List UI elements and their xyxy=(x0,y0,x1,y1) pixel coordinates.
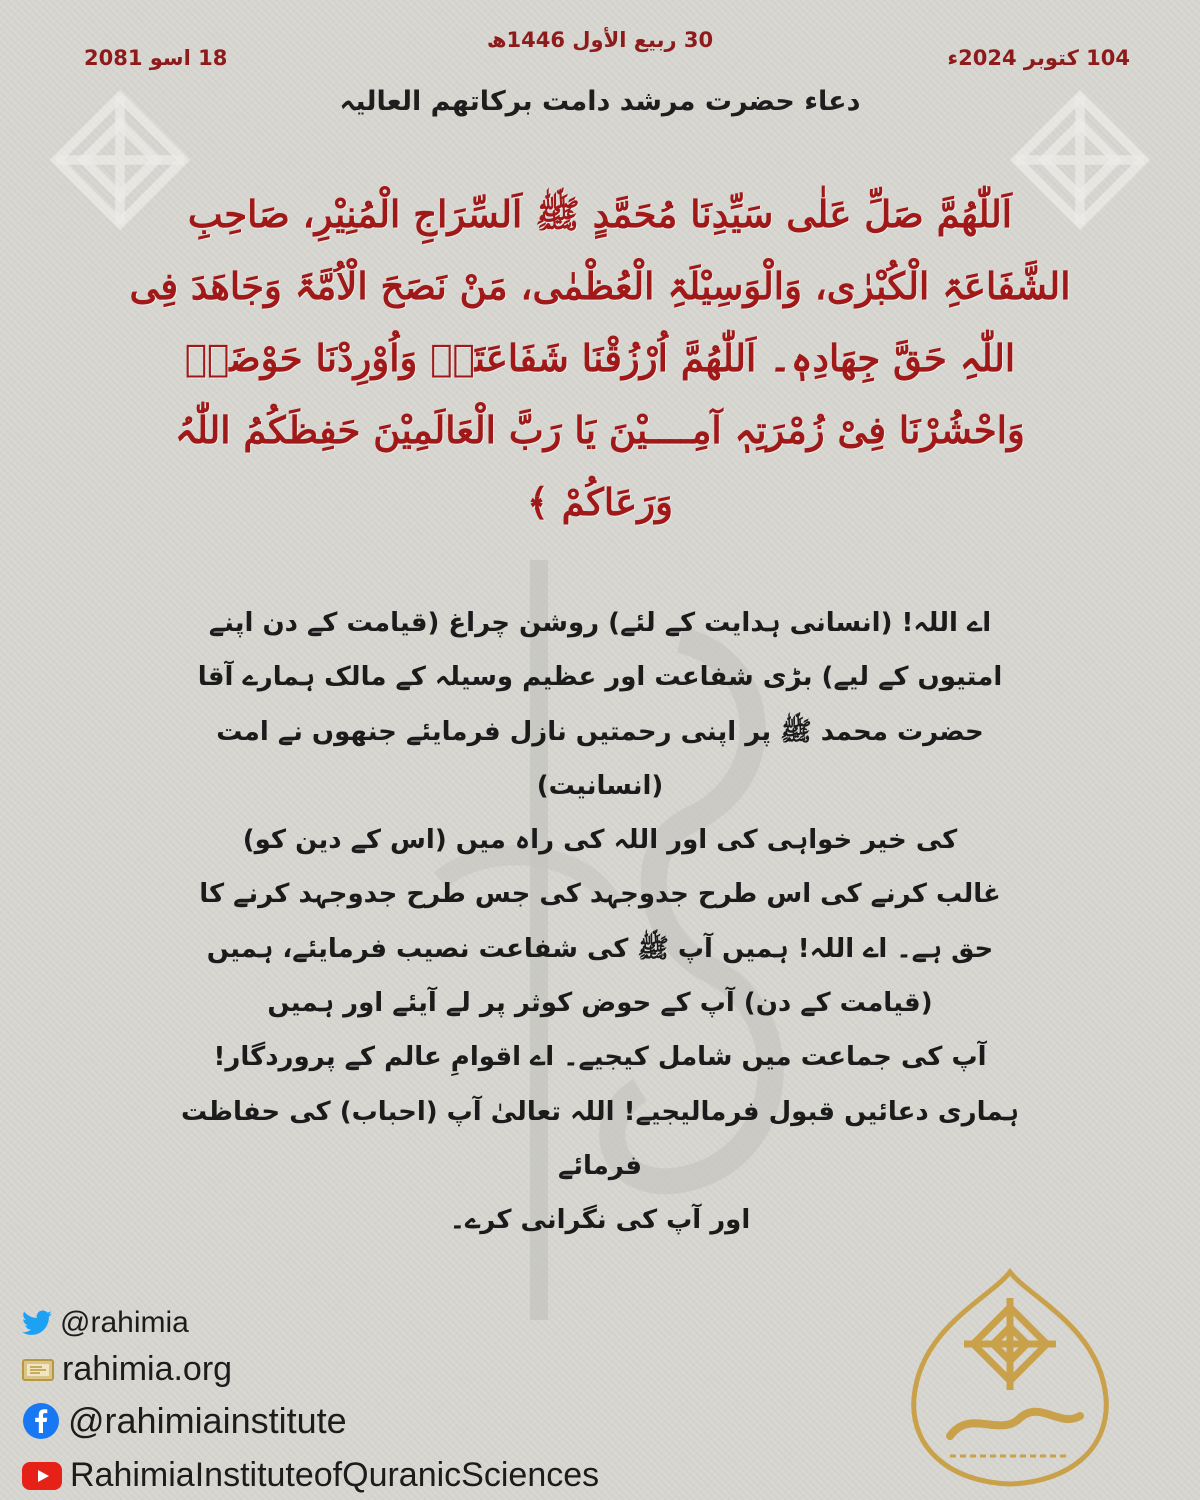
bikrami-date: 18 اسو 2081 xyxy=(84,46,228,70)
youtube-link[interactable] xyxy=(22,1456,599,1495)
facebook-link[interactable] xyxy=(22,1400,347,1442)
twitter-link[interactable] xyxy=(22,1306,189,1340)
arabic-line: اللّٰہِ حَقَّ جِھَادِہٖ۔ اَللّٰھُمَّ اُرْزُقْنَا شَفَاعَتَہٗ وَاُوْرِدْنَا حَوْضَہٗ xyxy=(184,336,1016,380)
urdu-line: امتیوں کے لیے) بڑی شفاعت اور عظیم وسیلہ کے مالک ہمارے آقا xyxy=(197,662,1003,693)
urdu-line: کی خیر خواہی کی اور اللہ کی راہ میں (اس کے دین کو) xyxy=(242,825,958,856)
facebook-icon xyxy=(22,1402,60,1440)
arabic-line: الشَّفَاعَۃِ الْکُبْرٰی، وَالْوَسِیْلَۃِ الْعُظْمٰی، مَنْ نَصَحَ الْاُمَّۃَ وَجَاھَدَ فِی xyxy=(129,264,1071,308)
urdu-line: حق ہے۔ اے اللہ! ہمیں آپ ﷺ کی شفاعت نصیب فرمایئے، ہمیں xyxy=(206,933,994,964)
urdu-line: ہماری دعائیں قبول فرمالیجیے! اللہ تعالیٰ آپ (احباب) کی حفاظت فرمائے xyxy=(180,1096,1020,1181)
page-title: دعاء حضرت مرشد دامت برکاتھم العالیہ xyxy=(339,86,861,117)
web-icon xyxy=(22,1357,54,1383)
urdu-line: اے اللہ! (انسانی ہدایت کے لئے) روشن چراغ (قیامت کے دن اپنے xyxy=(208,608,992,638)
urdu-line: حضرت محمد ﷺ پر اپنی رحمتیں نازل فرمایئے جنھوں نے امت (انسانیت) xyxy=(216,716,984,801)
arabic-line: وَاحْشُرْنَا فِیْ زُمْرَتِہٖ آمِــــیْنَ یَا رَبَّ الْعَالَمِیْنَ حَفِظَکُمُ اللّٰہُ xyxy=(175,408,1025,452)
website-link[interactable] xyxy=(22,1350,232,1389)
facebook-handle: @rahimiainstitute xyxy=(68,1400,347,1441)
urdu-line: آپ کی جماعت میں شامل کیجیے۔ اے اقوامِ عالم کے پروردگار! xyxy=(213,1042,987,1073)
gregorian-date: 104 کتوبر 2024ء xyxy=(947,46,1130,70)
arabic-line: اَللّٰھُمَّ صَلِّ عَلٰی سَیِّدِنَا مُحَمَّدٍ ﷺ اَلسِّرَاجِ الْمُنِیْرِ، صَاحِبِ xyxy=(187,192,1013,236)
urdu-line: اور آپ کی نگرانی کرے۔ xyxy=(449,1205,751,1236)
twitter-handle: @rahimia xyxy=(60,1306,189,1339)
youtube-icon xyxy=(22,1462,62,1490)
urdu-translation xyxy=(160,596,1040,1248)
website-url: rahimia.org xyxy=(62,1350,233,1388)
youtube-channel: RahimiaInstituteofQuranicSciences xyxy=(70,1456,600,1494)
urdu-line: غالب کرنے کی اس طرح جدوجہد کی جس طرح جدوجہد کرنے کا xyxy=(199,879,1001,910)
rahimia-logo xyxy=(910,1268,1110,1490)
twitter-icon xyxy=(22,1310,52,1336)
arabic-line: وَرَعَاکُمْ ﴾ xyxy=(527,480,673,524)
arabic-dua xyxy=(100,178,1100,538)
hijri-date: 30 ربیع الأول 1446ھ xyxy=(486,28,714,52)
urdu-line: (قیامت کے دن) آپ کے حوض کوثر پر لے آیئے اور ہمیں xyxy=(267,988,933,1019)
